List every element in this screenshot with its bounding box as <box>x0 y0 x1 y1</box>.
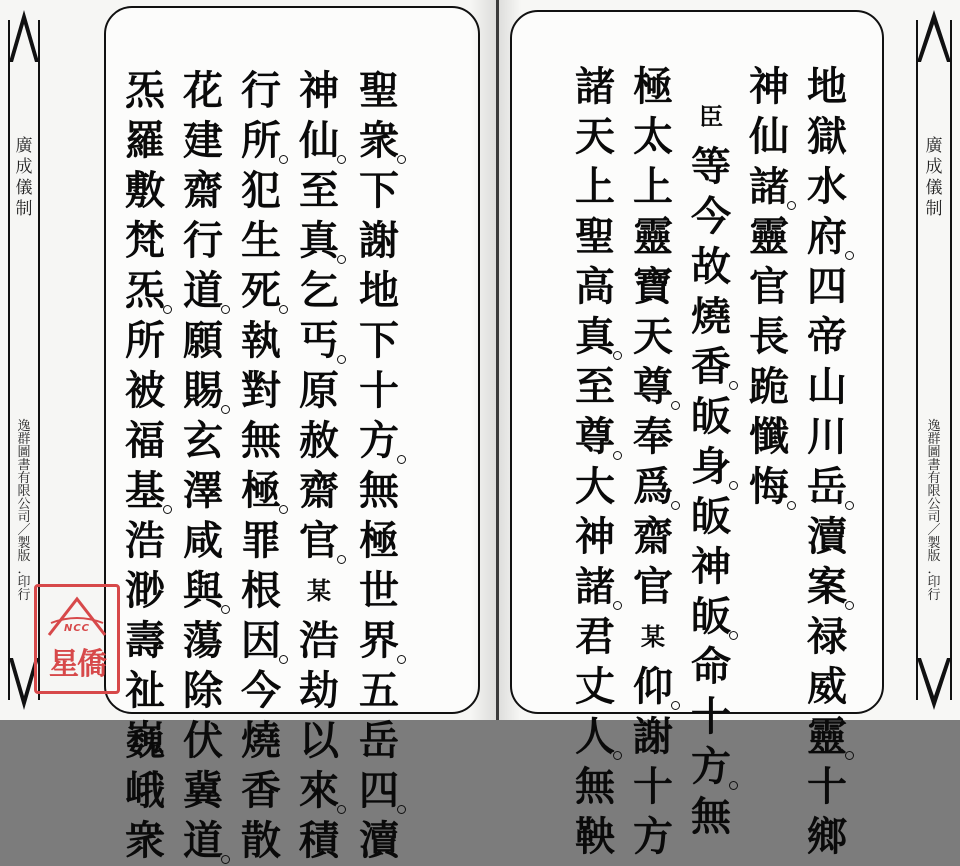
punctuation-dot <box>613 751 622 760</box>
text-glyph: 山 <box>807 363 847 410</box>
watermark-stamp <box>34 584 120 694</box>
stamp-ncc-text: NCC <box>63 623 91 634</box>
text-glyph: 十 <box>359 367 399 414</box>
vertical-glyph: 公 <box>927 497 941 512</box>
text-column <box>572 62 618 862</box>
vertical-glyph: 有 <box>17 471 31 486</box>
text-glyph: 齋 <box>183 167 223 214</box>
vertical-glyph: ／ <box>17 523 31 538</box>
text-glyph: 梵 <box>125 217 165 264</box>
vertical-glyph: 印 <box>17 575 31 590</box>
text-column <box>238 66 284 866</box>
text-glyph: 衆 <box>125 817 165 864</box>
text-glyph: 世 <box>359 567 399 614</box>
punctuation-dot <box>397 655 406 664</box>
text-glyph: 謝 <box>359 217 399 264</box>
punctuation-dot <box>279 155 288 164</box>
text-glyph: 燒 <box>241 717 281 764</box>
text-column <box>356 66 402 866</box>
text-glyph: 對 <box>241 367 281 414</box>
text-glyph: 所 <box>125 317 165 364</box>
text-glyph: 水 <box>807 163 847 210</box>
text-glyph: 伏 <box>183 717 223 764</box>
text-glyph: 至 <box>575 363 615 410</box>
vertical-glyph: 群 <box>927 432 941 447</box>
text-glyph: 散 <box>241 817 281 864</box>
text-glyph: 悔 <box>746 462 792 512</box>
vertical-glyph: 圖 <box>17 445 31 460</box>
text-glyph: 至 <box>299 167 339 214</box>
punctuation-dot <box>397 455 406 464</box>
vertical-glyph: 司 <box>17 510 31 525</box>
text-glyph: 太 <box>633 113 673 160</box>
text-glyph: 齋 <box>299 467 339 514</box>
vertical-glyph: 書 <box>927 458 941 473</box>
text-glyph: 敷 <box>125 167 165 214</box>
vertical-glyph: 限 <box>17 484 31 499</box>
vertical-glyph: ． <box>17 562 31 577</box>
text-glyph: 罪 <box>241 517 281 564</box>
text-glyph: 府 <box>804 212 850 262</box>
vertical-glyph: 公 <box>17 497 31 512</box>
punctuation-dot <box>845 251 854 260</box>
punctuation-dot <box>279 305 288 314</box>
text-glyph: 赦 <box>299 417 339 464</box>
text-glyph: 無 <box>691 793 731 840</box>
text-glyph: 咸 <box>183 517 223 564</box>
vertical-glyph: 司 <box>927 510 941 525</box>
text-glyph: 皈 <box>691 393 731 440</box>
text-glyph: 川 <box>807 413 847 460</box>
punctuation-dot <box>337 805 346 814</box>
text-glyph: 官 <box>749 263 789 310</box>
punctuation-dot <box>337 155 346 164</box>
text-glyph: 因 <box>238 616 284 666</box>
punctuation-dot <box>613 601 622 610</box>
text-glyph: 犯 <box>241 167 281 214</box>
vertical-glyph: 制 <box>925 199 943 219</box>
text-glyph: 地 <box>807 63 847 110</box>
text-glyph: 炁 <box>125 67 165 114</box>
vertical-glyph: 逸 <box>17 419 31 434</box>
text-glyph: 等 <box>691 143 731 190</box>
vertical-glyph: ． <box>927 562 941 577</box>
text-glyph: 聖 <box>575 213 615 260</box>
text-glyph: 神 <box>575 513 615 560</box>
text-glyph: 神 <box>749 63 789 110</box>
punctuation-dot <box>845 751 854 760</box>
text-glyph: 仙 <box>749 113 789 160</box>
punctuation-dot <box>845 601 854 610</box>
text-glyph: 浩 <box>299 617 339 664</box>
text-glyph: 巍 <box>125 717 165 764</box>
text-glyph: 積 <box>299 817 339 864</box>
vertical-glyph: 書 <box>17 458 31 473</box>
text-glyph: 某 <box>307 576 331 605</box>
text-glyph: 壽 <box>125 617 165 664</box>
punctuation-dot <box>337 555 346 564</box>
text-glyph: 大 <box>575 463 615 510</box>
punctuation-dot <box>337 255 346 264</box>
punctuation-dot <box>221 605 230 614</box>
text-glyph: 以 <box>299 717 339 764</box>
text-glyph: 跪 <box>749 363 789 410</box>
text-glyph: 獄 <box>807 113 847 160</box>
text-glyph: 天 <box>575 113 615 160</box>
text-glyph: 無 <box>241 417 281 464</box>
text-glyph: 君 <box>575 613 615 660</box>
punctuation-dot <box>845 501 854 510</box>
text-column <box>688 92 734 842</box>
text-glyph: 方 <box>356 416 402 466</box>
text-glyph: 奉 <box>633 413 673 460</box>
vertical-glyph: 儀 <box>15 178 33 198</box>
text-glyph: 極 <box>633 63 673 110</box>
right-margin-strip <box>914 0 954 720</box>
text-glyph: 賜 <box>180 366 226 416</box>
text-glyph: 靈 <box>804 712 850 762</box>
text-column <box>746 62 792 512</box>
text-glyph: 衆 <box>356 116 402 166</box>
text-glyph: 上 <box>633 163 673 210</box>
text-glyph: 威 <box>807 663 847 710</box>
text-glyph: 十 <box>633 763 673 810</box>
publisher-left <box>6 420 42 602</box>
text-glyph: 極 <box>359 517 399 564</box>
top-ornament-icon <box>914 6 954 66</box>
text-column <box>122 66 168 866</box>
text-glyph: 與 <box>180 566 226 616</box>
text-glyph: 行 <box>241 67 281 114</box>
vertical-glyph: 版 <box>927 549 941 564</box>
text-glyph: 劫 <box>299 667 339 714</box>
vertical-glyph: 行 <box>927 588 941 603</box>
punctuation-dot <box>729 381 738 390</box>
text-glyph: 高 <box>575 263 615 310</box>
text-glyph: 岳 <box>804 462 850 512</box>
text-glyph: 燒 <box>691 293 731 340</box>
text-glyph: 界 <box>356 616 402 666</box>
text-glyph: 丈 <box>575 663 615 710</box>
punctuation-dot <box>163 305 172 314</box>
text-glyph: 齋 <box>633 513 673 560</box>
punctuation-dot <box>729 481 738 490</box>
publisher-right <box>914 420 954 602</box>
punctuation-dot <box>787 501 796 510</box>
text-glyph: 命 <box>691 643 731 690</box>
text-glyph: 無 <box>575 763 615 810</box>
text-glyph: 禄 <box>807 613 847 660</box>
text-glyph: 生 <box>241 217 281 264</box>
vertical-glyph: 行 <box>17 588 31 603</box>
text-glyph: 今 <box>691 193 731 240</box>
text-glyph: 道 <box>180 266 226 316</box>
text-glyph: 所 <box>238 116 284 166</box>
text-glyph: 丐 <box>296 316 342 366</box>
text-glyph: 死 <box>238 266 284 316</box>
punctuation-dot <box>729 781 738 790</box>
stamp-name-text: 星僑 <box>49 647 105 682</box>
text-glyph: 瀆 <box>807 513 847 560</box>
text-glyph: 四 <box>807 263 847 310</box>
text-glyph: 冀 <box>183 767 223 814</box>
text-glyph: 執 <box>241 317 281 364</box>
text-glyph: 故 <box>691 243 731 290</box>
text-glyph: 方 <box>688 742 734 792</box>
text-glyph: 香 <box>688 342 734 392</box>
text-glyph: 尊 <box>572 412 618 462</box>
text-glyph: 案 <box>804 562 850 612</box>
running-title-left <box>6 138 42 222</box>
text-glyph: 羅 <box>125 117 165 164</box>
vertical-glyph: 廣 <box>15 136 33 156</box>
vertical-glyph: 製 <box>927 536 941 551</box>
text-glyph: 基 <box>122 466 168 516</box>
vertical-glyph: 逸 <box>927 419 941 434</box>
text-glyph: 渺 <box>125 567 165 614</box>
vertical-glyph: 版 <box>17 549 31 564</box>
text-glyph: 諸 <box>746 162 792 212</box>
text-glyph: 下 <box>359 317 399 364</box>
text-glyph: 上 <box>575 163 615 210</box>
text-glyph: 人 <box>572 712 618 762</box>
text-column <box>296 66 342 866</box>
punctuation-dot <box>279 655 288 664</box>
punctuation-dot <box>729 631 738 640</box>
text-glyph: 神 <box>299 67 339 114</box>
vertical-glyph: 有 <box>927 471 941 486</box>
punctuation-dot <box>671 401 680 410</box>
text-glyph: 皈 <box>691 493 731 540</box>
text-glyph: 十 <box>691 693 731 740</box>
text-glyph: 鞅 <box>575 813 615 860</box>
text-glyph: 謝 <box>633 713 673 760</box>
text-glyph: 澤 <box>183 467 223 514</box>
text-glyph: 下 <box>359 167 399 214</box>
vertical-glyph: ／ <box>927 523 941 538</box>
vertical-glyph: 廣 <box>925 136 943 156</box>
text-glyph: 方 <box>633 813 673 860</box>
text-column <box>180 66 226 866</box>
text-glyph: 蕩 <box>183 617 223 664</box>
text-glyph: 官 <box>296 516 342 566</box>
text-glyph: 五 <box>359 667 399 714</box>
vertical-glyph: 成 <box>925 157 943 177</box>
text-glyph: 聖 <box>359 67 399 114</box>
text-glyph: 真 <box>296 216 342 266</box>
punctuation-dot <box>221 855 230 864</box>
text-glyph: 岳 <box>359 717 399 764</box>
text-glyph: 今 <box>241 667 281 714</box>
text-glyph: 帝 <box>807 313 847 360</box>
text-glyph: 炁 <box>122 266 168 316</box>
text-glyph: 四 <box>356 766 402 816</box>
punctuation-dot <box>613 451 622 460</box>
text-glyph: 福 <box>125 417 165 464</box>
punctuation-dot <box>337 355 346 364</box>
text-glyph: 香 <box>241 767 281 814</box>
punctuation-dot <box>279 505 288 514</box>
text-glyph: 原 <box>299 367 339 414</box>
punctuation-dot <box>397 155 406 164</box>
punctuation-dot <box>397 805 406 814</box>
text-glyph: 行 <box>183 217 223 264</box>
text-glyph: 諸 <box>572 562 618 612</box>
vertical-glyph: 圖 <box>927 445 941 460</box>
vertical-glyph: 製 <box>17 536 31 551</box>
vertical-glyph: 儀 <box>925 178 943 198</box>
vertical-glyph: 成 <box>15 157 33 177</box>
text-glyph: 根 <box>241 567 281 614</box>
text-glyph: 臣 <box>699 102 723 131</box>
text-glyph: 仰 <box>630 662 676 712</box>
text-glyph: 諸 <box>575 63 615 110</box>
punctuation-dot <box>221 405 230 414</box>
text-glyph: 身 <box>688 442 734 492</box>
punctuation-dot <box>163 505 172 514</box>
text-glyph: 被 <box>125 367 165 414</box>
text-glyph: 長 <box>749 313 789 360</box>
text-glyph: 建 <box>183 117 223 164</box>
text-glyph: 某 <box>641 622 665 651</box>
vertical-glyph: 限 <box>927 484 941 499</box>
text-glyph: 寶 <box>633 263 673 310</box>
punctuation-dot <box>671 501 680 510</box>
vertical-glyph: 制 <box>15 199 33 219</box>
punctuation-dot <box>787 201 796 210</box>
text-glyph: 浩 <box>125 517 165 564</box>
text-glyph: 願 <box>183 317 223 364</box>
punctuation-dot <box>613 351 622 360</box>
text-glyph: 靈 <box>749 213 789 260</box>
text-glyph: 乞 <box>299 267 339 314</box>
text-glyph: 皈 <box>688 592 734 642</box>
text-glyph: 道 <box>180 816 226 866</box>
text-glyph: 靈 <box>633 213 673 260</box>
text-glyph: 峨 <box>125 767 165 814</box>
text-glyph: 鄉 <box>807 813 847 860</box>
text-glyph: 尊 <box>630 362 676 412</box>
text-glyph: 祉 <box>125 667 165 714</box>
text-column <box>804 62 850 862</box>
text-column <box>630 62 676 862</box>
vertical-glyph: 群 <box>17 432 31 447</box>
top-ornament-icon <box>6 6 42 66</box>
punctuation-dot <box>221 305 230 314</box>
text-glyph: 懺 <box>749 413 789 460</box>
text-glyph: 真 <box>572 312 618 362</box>
text-glyph: 天 <box>633 313 673 360</box>
text-glyph: 玄 <box>183 417 223 464</box>
text-glyph: 無 <box>359 467 399 514</box>
text-glyph: 十 <box>807 763 847 810</box>
text-glyph: 官 <box>633 563 673 610</box>
text-glyph: 來 <box>296 766 342 816</box>
text-glyph: 瀆 <box>359 817 399 864</box>
vertical-glyph: 印 <box>927 575 941 590</box>
bottom-ornament-icon <box>914 654 954 714</box>
text-glyph: 極 <box>238 466 284 516</box>
text-glyph: 神 <box>691 543 731 590</box>
punctuation-dot <box>671 701 680 710</box>
running-title-right <box>914 138 954 222</box>
text-glyph: 地 <box>359 267 399 314</box>
text-glyph: 仙 <box>296 116 342 166</box>
text-glyph: 除 <box>183 667 223 714</box>
text-glyph: 花 <box>183 67 223 114</box>
text-glyph: 爲 <box>630 462 676 512</box>
